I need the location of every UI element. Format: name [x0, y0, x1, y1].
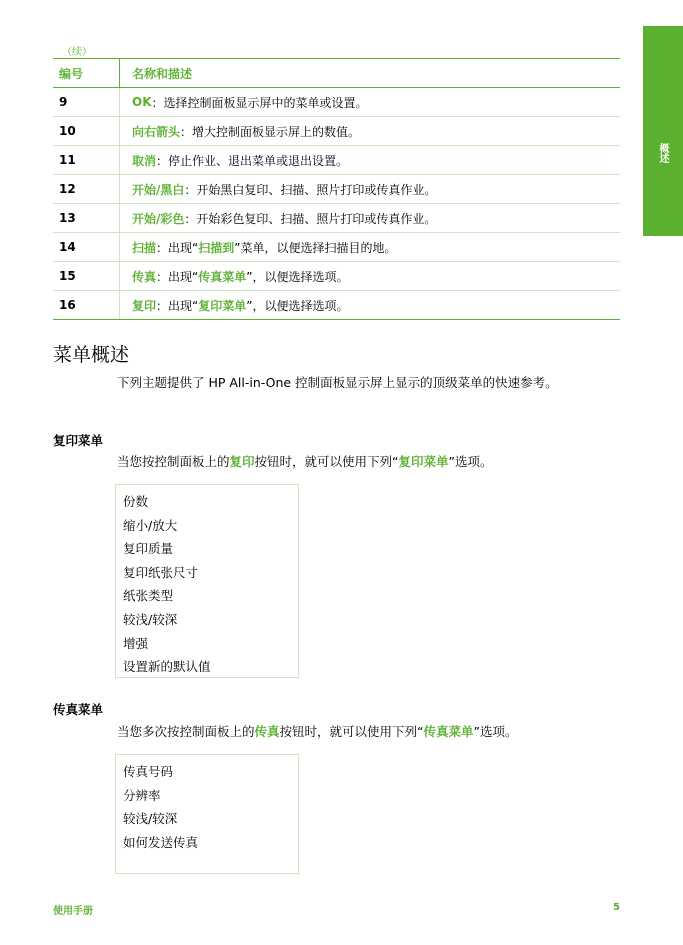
menu-name: 传真菜单 — [423, 724, 474, 739]
list-item: 设置新的默认值 — [123, 659, 211, 675]
control-desc: ：开始黑白复印、扫描、照片打印或传真作业。 — [184, 182, 437, 197]
table-header-row — [53, 58, 620, 88]
fax-menu-heading: 传真菜单 — [53, 702, 104, 717]
control-name: 传真 — [132, 269, 157, 284]
list-item: 缩小/放大 — [123, 517, 178, 533]
intro-paragraph: 下列主题提供了 HP All-in-One 控制面板显示屏上显示的顶级菜单的快速参考。 — [117, 375, 558, 390]
control-desc-pre: ：出现“ — [156, 269, 199, 284]
row-number: 14 — [59, 240, 76, 254]
table-row — [53, 88, 620, 117]
control-name: 复印 — [132, 298, 157, 313]
fax-menu-options-box — [115, 754, 299, 874]
section-side-tab — [643, 26, 683, 236]
section-title: 菜单概述 — [53, 344, 130, 366]
control-desc-post: ”，以便选择选项。 — [246, 298, 349, 313]
menu-name: 扫描到 — [198, 240, 235, 255]
controls-table — [53, 58, 620, 320]
list-item: 传真号码 — [123, 764, 174, 779]
control-name: 取消 — [132, 153, 157, 168]
table-row — [53, 175, 620, 204]
desc-text: ”选项。 — [473, 724, 518, 739]
list-item: 分辨率 — [123, 787, 161, 803]
list-item: 纸张类型 — [123, 588, 174, 604]
menu-name: 复印菜单 — [198, 298, 247, 313]
menu-name: 传真菜单 — [198, 269, 247, 284]
row-number: 16 — [59, 298, 76, 312]
table-row — [53, 117, 620, 146]
row-description — [119, 175, 620, 203]
control-name: 向右箭头 — [132, 124, 181, 139]
row-number: 9 — [59, 95, 68, 109]
list-item: 较浅/较深 — [123, 611, 178, 627]
list-item: 复印质量 — [123, 541, 174, 557]
control-name: 扫描 — [132, 240, 157, 255]
row-description — [119, 117, 620, 145]
button-name: 复印 — [229, 454, 255, 469]
control-name: 开始/彩色 — [132, 211, 185, 226]
control-desc: ：开始彩色复印、扫描、照片打印或传真作业。 — [184, 211, 437, 226]
list-item: 复印纸张尺寸 — [123, 564, 199, 580]
list-item: 较浅/较深 — [123, 811, 178, 827]
table-row — [53, 262, 620, 291]
desc-text: 当您按控制面板上的 — [117, 454, 230, 469]
row-number: 12 — [59, 182, 76, 196]
row-description — [119, 88, 620, 116]
control-desc: ：停止作业、退出菜单或退出设置。 — [156, 153, 349, 168]
header-name-desc: 名称和描述 — [119, 59, 620, 87]
control-name: 开始/黑白 — [132, 182, 185, 197]
table-row — [53, 204, 620, 233]
control-desc: ：选择控制面板显示屏中的菜单或设置。 — [151, 95, 368, 110]
desc-text: 当您多次按控制面板上的 — [117, 724, 255, 739]
row-description — [119, 262, 620, 290]
control-desc-post: ”菜单，以便选择扫描目的地。 — [234, 240, 397, 255]
list-item: 份数 — [123, 494, 149, 509]
row-number: 11 — [59, 153, 76, 167]
row-description — [119, 146, 620, 174]
row-number: 15 — [59, 269, 76, 283]
continued-label: （续） — [62, 47, 92, 58]
control-desc: ：增大控制面板显示屏上的数值。 — [180, 124, 361, 139]
table-row — [53, 146, 620, 175]
row-description — [119, 204, 620, 232]
footer-manual-title: 使用手册 — [53, 906, 93, 917]
desc-text: ”选项。 — [448, 454, 493, 469]
menu-name: 复印菜单 — [398, 454, 449, 469]
row-description — [119, 291, 620, 319]
row-description — [119, 233, 620, 261]
button-name: 传真 — [254, 724, 280, 739]
list-item: 增强 — [123, 635, 149, 651]
copy-menu-heading: 复印菜单 — [53, 433, 104, 448]
desc-text: 按钮时，就可以使用下列“ — [279, 724, 424, 739]
fax-menu-description — [117, 722, 607, 741]
control-name: OK — [132, 95, 152, 109]
side-tab-label: 概述 — [657, 143, 668, 163]
copy-menu-description — [117, 452, 607, 471]
header-number: 编号 — [59, 66, 84, 81]
table-row — [53, 233, 620, 262]
list-item: 如何发送传真 — [123, 834, 199, 850]
table-row — [53, 291, 620, 320]
desc-text: 按钮时，就可以使用下列“ — [254, 454, 399, 469]
copy-menu-options-box — [115, 484, 299, 678]
footer-page-number: 5 — [613, 902, 620, 913]
control-desc-post: ”，以便选择选项。 — [246, 269, 349, 284]
row-number: 13 — [59, 211, 76, 225]
row-number: 10 — [59, 124, 76, 138]
control-desc-pre: ：出现“ — [156, 298, 199, 313]
control-desc-pre: ：出现“ — [156, 240, 199, 255]
